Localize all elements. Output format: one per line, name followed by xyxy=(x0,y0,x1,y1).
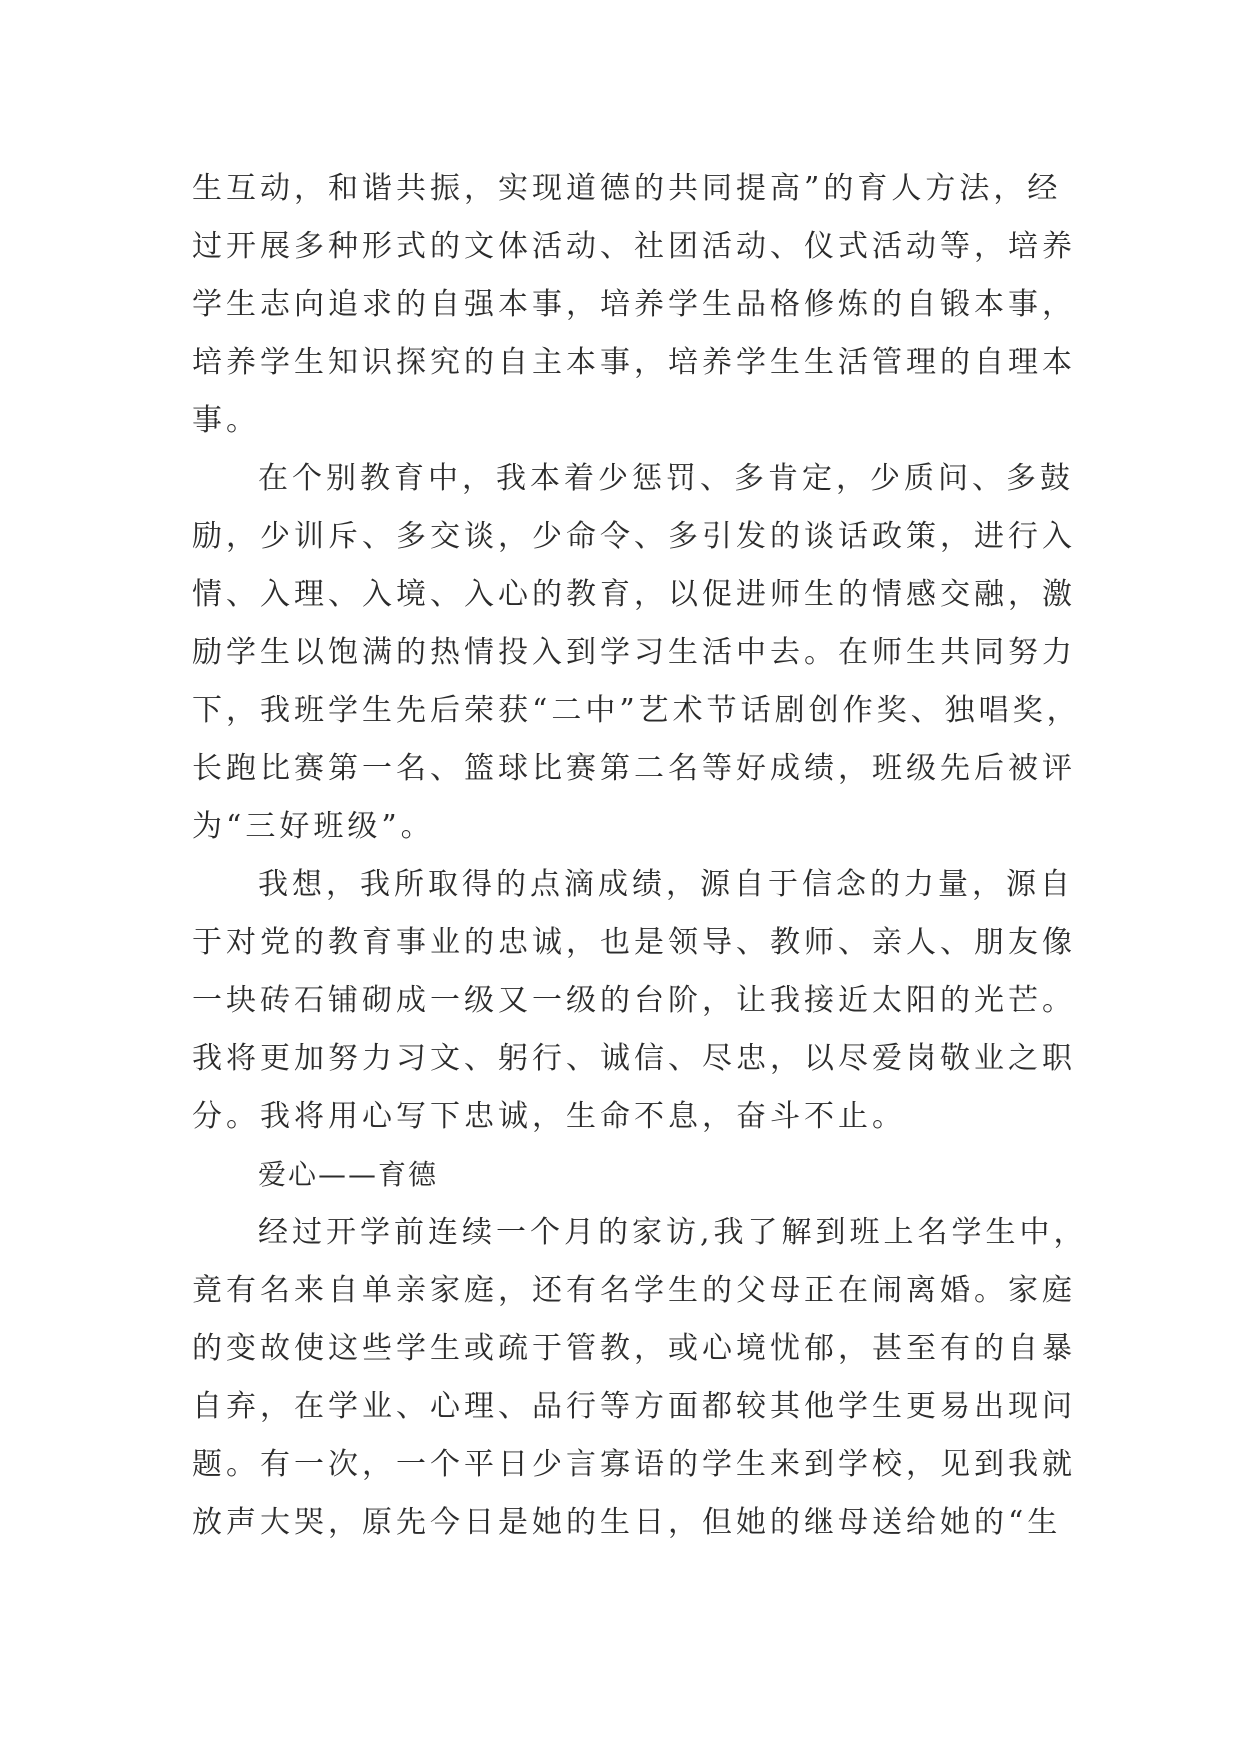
text-line: 分。我将用心写下忠诚，生命不息，奋斗不止。 xyxy=(192,1099,906,1134)
text-line: 培养学生知识探究的自主本事，培养学生生活管理的自理本 xyxy=(192,345,1076,380)
text-line: 我想，我所取得的点滴成绩，源自于信念的力量，源自 xyxy=(258,867,1074,902)
text-line: 题。有一次，一个平日少言寡语的学生来到学校，见到我就 xyxy=(192,1447,1076,1482)
text-line: 生互动，和谐共振，实现道德的共同提高”的育人方法，经 xyxy=(192,171,1062,206)
body-text xyxy=(192,160,1088,1552)
text-line: 经过开学前连续一个月的家访,我了解到班上名学生中， xyxy=(258,1215,1088,1250)
text-line: 放声大哭，原先今日是她的生日，但她的继母送给她的“生 xyxy=(192,1505,1062,1540)
text-line: 在个别教育中，我本着少惩罚、多肯定，少质问、多鼓 xyxy=(258,461,1074,496)
text-line: 的变故使这些学生或疏于管教，或心境忧郁，甚至有的自暴 xyxy=(192,1331,1076,1366)
text-line: 自弃，在学业、心理、品行等方面都较其他学生更易出现问 xyxy=(192,1389,1076,1424)
text-line: 学生志向追求的自强本事，培养学生品格修炼的自锻本事， xyxy=(192,287,1076,322)
text-line: 过开展多种形式的文体活动、社团活动、仪式活动等，培养 xyxy=(192,229,1076,264)
text-line: 长跑比赛第一名、篮球比赛第二名等好成绩，班级先后被评 xyxy=(192,751,1076,786)
text-line: 事。 xyxy=(192,403,260,438)
section-heading: 爱心——育德 xyxy=(258,1158,439,1191)
text-line: 我将更加努力习文、躬行、诚信、尽忠，以尽爱岗敬业之职 xyxy=(192,1041,1076,1076)
text-line: 为“三好班级”。 xyxy=(192,809,435,844)
text-line: 情、入理、入境、入心的教育，以促进师生的情感交融，激 xyxy=(192,577,1076,612)
text-line: 励，少训斥、多交谈，少命令、多引发的谈话政策，进行入 xyxy=(192,519,1076,554)
text-line: 励学生以饱满的热情投入到学习生活中去。在师生共同努力 xyxy=(192,635,1076,670)
text-line: 竟有名来自单亲家庭，还有名学生的父母正在闹离婚。家庭 xyxy=(192,1273,1076,1308)
text-line: 下，我班学生先后荣获“二中”艺术节话剧创作奖、独唱奖， xyxy=(192,693,1081,728)
text-line: 于对党的教育事业的忠诚，也是领导、教师、亲人、朋友像 xyxy=(192,925,1076,960)
text-line: 一块砖石铺砌成一级又一级的台阶，让我接近太阳的光芒。 xyxy=(192,983,1076,1018)
